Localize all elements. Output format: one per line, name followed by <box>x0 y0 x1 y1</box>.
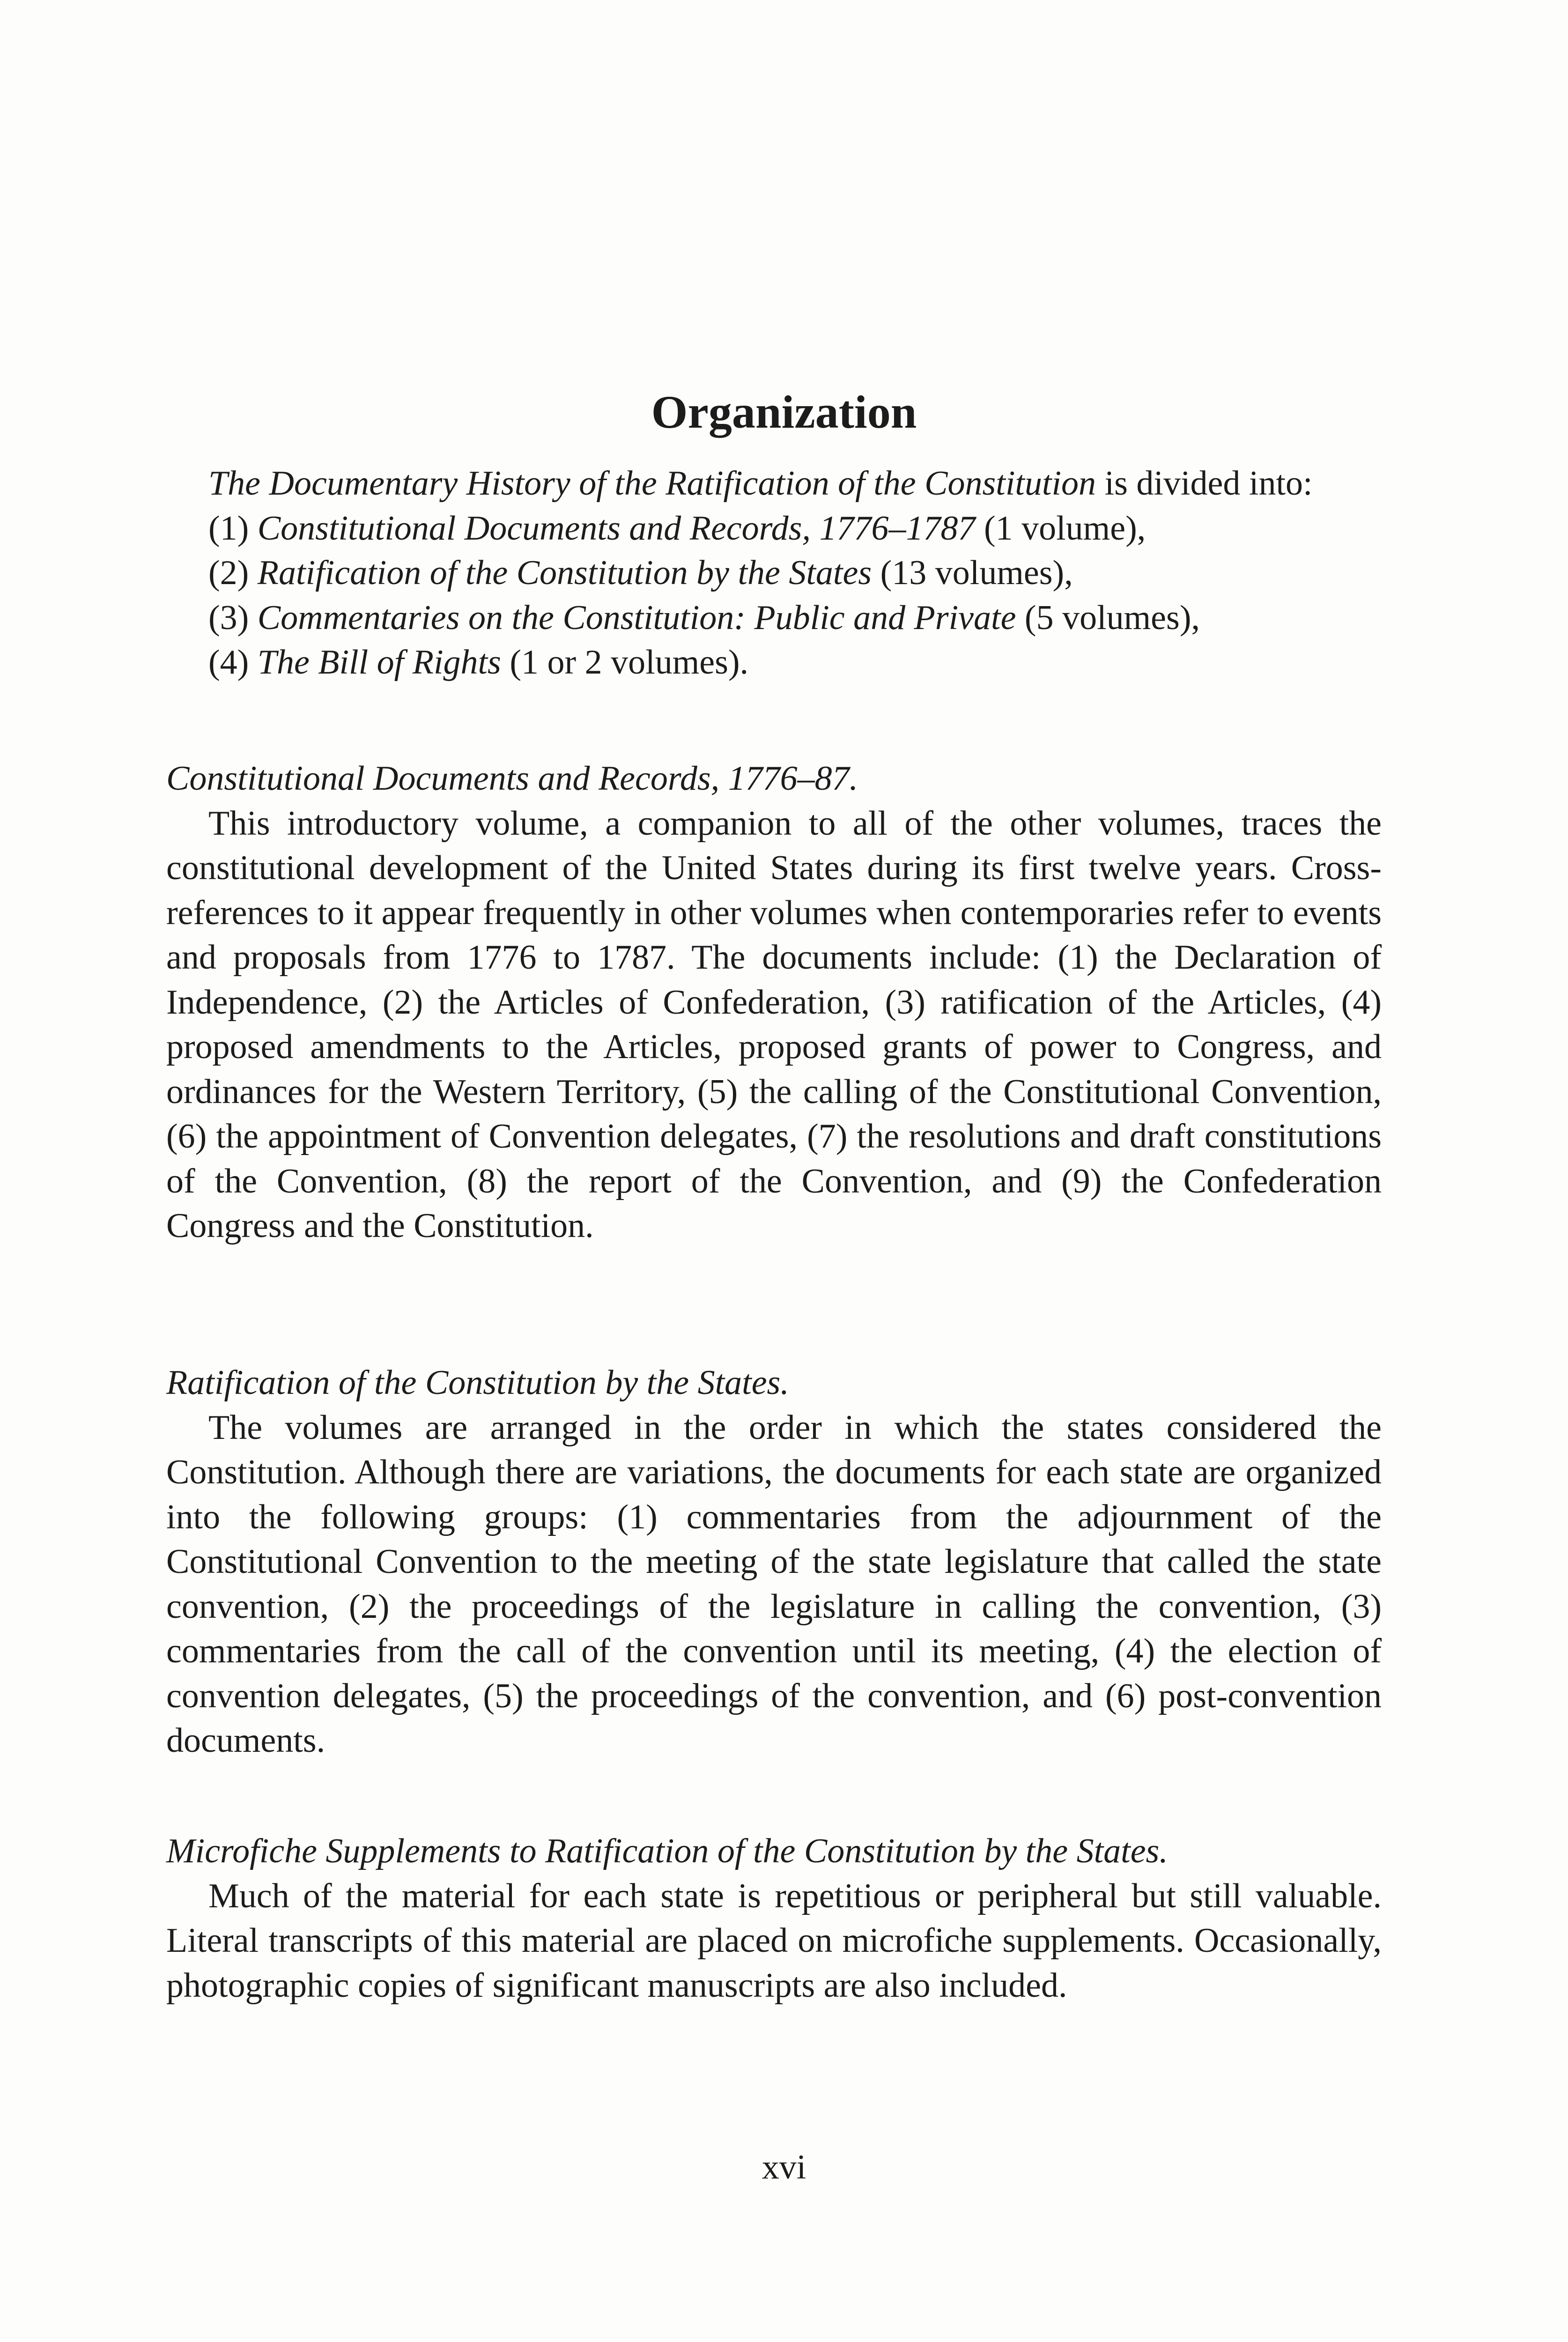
part-number: (2) <box>208 554 258 592</box>
part-volumes: (5 volumes), <box>1016 598 1200 637</box>
intro-paragraph <box>166 461 1382 506</box>
section-ratification <box>166 1361 1382 1764</box>
section-heading: Microfiche Supplements to Ratification of the Constitution by the States. <box>166 1832 1168 1870</box>
section-microfiche <box>166 1829 1382 2008</box>
section-constitutional-documents <box>166 756 1382 1249</box>
part-volumes: (1 volume), <box>975 509 1146 548</box>
section-body: This introductory volume, a companion to all of the other volumes, traces the constitutional development of the United States during its first twelve years. Cross-references to it appear frequently in other volumes when contemporaries refer to events and proposals from 1776 to 1787. The documents include: (1) the Declaration of Independence, (2) the Articles of Confederation, (3) ratification of the Articles, (4) proposed amendments to the Articles, proposed grants of power to Congress, and ordinances for the Western Territory, (5) the calling of the Constitutional Convention, (6) the appointment of Convention delegates, (7) the resolutions and draft constitutions of the Convention, (8) the report of the Convention, and (9) the Confederation Congress and the Constitution. <box>166 804 1382 1245</box>
parts-list <box>166 506 1382 685</box>
list-item <box>166 551 1382 596</box>
list-item <box>166 640 1382 685</box>
intro-text: is divided into: <box>1096 464 1313 503</box>
section-heading: Ratification of the Constitution by the States. <box>166 1364 789 1402</box>
intro-block <box>166 461 1382 685</box>
part-title: Constitutional Documents and Records, 1776–1787 <box>257 509 976 548</box>
part-title: Commentaries on the Constitution: Public and Private <box>257 598 1016 637</box>
page-title: Organization <box>651 386 917 438</box>
part-title: Ratification of the Constitution by the States <box>257 554 872 592</box>
section-body: The volumes are arranged in the order in which the states considered the Constitution. Although there are variations, the documents for each state are organized into the following groups: (1) commentaries from the adjournment of the Constitutional Convention to the meeting of the state legislature that called the state convention, (2) the proceedings of the legislature in calling the convention, (3) commentaries from the call of the convention until its meeting, (4) the election of convention delegates, (5) the proceedings of the convention, and (6) post-convention documents. <box>166 1408 1382 1760</box>
list-item <box>166 506 1382 551</box>
intro-work-title: The Documentary History of the Ratification of the Constitution <box>208 464 1096 503</box>
part-volumes: (1 or 2 volumes). <box>501 643 749 682</box>
section-body: Much of the material for each state is repetitious or peripheral but still valuable. Literal transcripts of this material are placed on microfiche supplements. Occasionally, photographic copies of significant manuscripts are also included. <box>166 1876 1382 2005</box>
list-item <box>166 596 1382 641</box>
part-volumes: (13 volumes), <box>872 554 1073 592</box>
section-heading: Constitutional Documents and Records, 1776–87. <box>166 759 858 798</box>
part-title: The Bill of Rights <box>257 643 501 682</box>
part-number: (4) <box>208 643 258 682</box>
part-number: (1) <box>208 509 258 548</box>
part-number: (3) <box>208 598 258 637</box>
page-number: xvi <box>762 2148 806 2186</box>
